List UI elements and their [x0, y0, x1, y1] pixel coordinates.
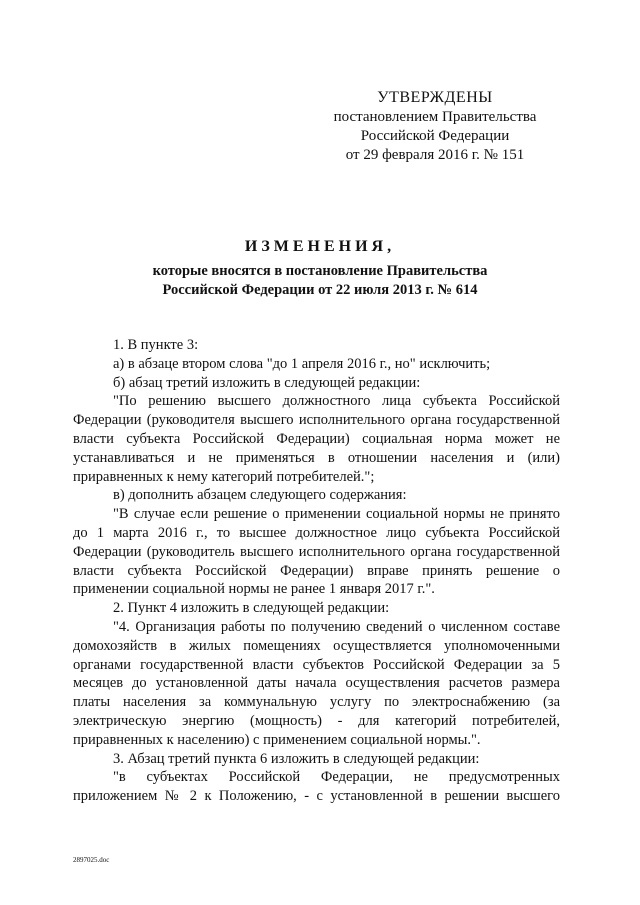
paragraph-7: 2. Пункт 4 изложить в следующей редакции:: [113, 600, 390, 617]
paragraph-5: в) дополнить абзацем следующего содержания:: [113, 487, 407, 504]
approval-line-3: от 29 февраля 2016 г. № 151: [345, 147, 525, 163]
paragraph-6: "В случае если решение о применении социальной нормы не принято до 1 марта 2016 г., то высшее должностное лицо субъекта Российской Федерации (руководитель высшего исполнительного органа государственной власти субъекта Российской Федерации) вправе принять решение о применении социальной нормы не ранее 1 января 2017 г.".: [73, 506, 560, 598]
subtitle-line-2: Российской Федерации от 22 июля 2013 г. № 614: [162, 282, 478, 298]
file-name-footer: 2897025.doc: [73, 856, 110, 864]
document-subtitle: [0, 262, 640, 300]
paragraph-9: 3. Абзац третий пункта 6 изложить в следующей редакции:: [113, 750, 480, 767]
document-title: ИЗМЕНЕНИЯ,: [244, 238, 396, 255]
approval-line-2: Российской Федерации: [360, 128, 510, 144]
approval-heading: УТВЕРЖДЕНЫ: [377, 89, 493, 106]
subtitle-line-1: которые вносятся в постановление Правительства: [152, 263, 488, 279]
paragraph-4: "По решению высшего должностного лица субъекта Российской Федерации (руководителя высшего исполнительного органа государственной власти субъекта Российской Федерации) социальная норма может не устанавливаться и не применяться в отношении населения и (или) приравненных к нему категорий потребителей.";: [73, 393, 560, 485]
approval-block: [330, 88, 540, 165]
approval-line-1: постановлением Правительства: [333, 109, 537, 125]
document-body: [73, 336, 560, 806]
paragraph-10: "в субъектах Российской Федерации, не предусмотренных приложением № 2 к Положению, - с установленной в решении высшего: [73, 769, 560, 805]
paragraph-3: б) абзац третий изложить в следующей редакции:: [113, 374, 421, 391]
paragraph-2: а) в абзаце втором слова "до 1 апреля 2016 г., но" исключить;: [113, 355, 491, 372]
paragraph-8: "4. Организация работы по получению сведений о численном составе домохозяйств в жилых помещениях осуществляется уполномоченными органами государственной власти субъектов Российской Федерации за 5 месяцев до установленной даты начала осуществления расчетов размера платы населения за коммунальную услугу по электроснабжению (за электрическую энергию (мощность) - для категорий потребителей, приравненных к населению) с применением социальной нормы.".: [73, 618, 560, 748]
paragraph-1: 1. В пункте 3:: [113, 337, 199, 353]
